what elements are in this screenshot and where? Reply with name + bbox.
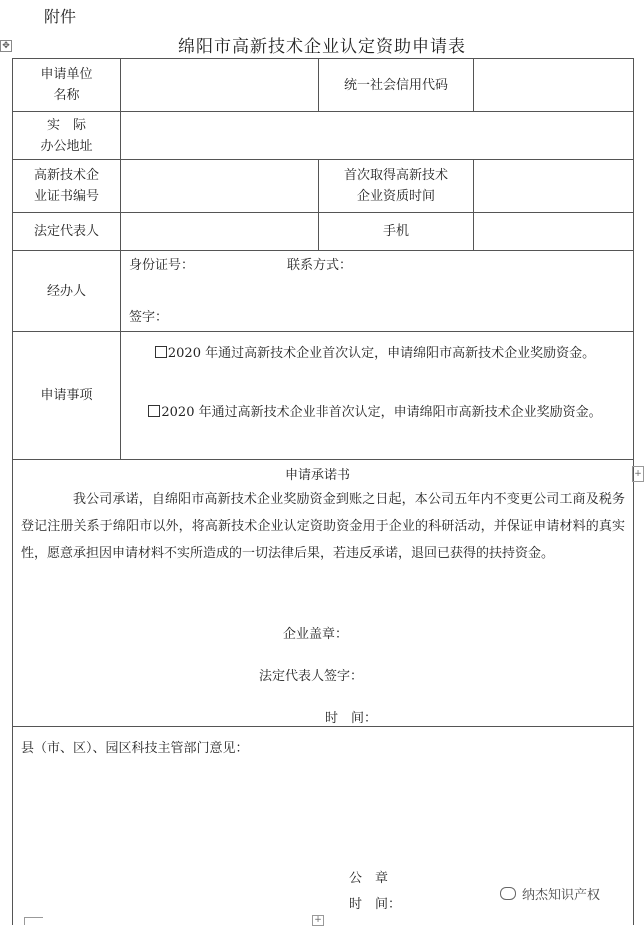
table-row-matter xyxy=(13,332,633,460)
matter-label: 申请事项 xyxy=(13,332,121,459)
attachment-label: 附件 xyxy=(44,7,77,26)
pledge-time-label: 时 间： xyxy=(325,711,378,726)
contact-label: 联系方式： xyxy=(287,258,353,273)
pledge-heading: 申请承诺书 xyxy=(285,468,351,483)
phone-label: 手机 xyxy=(319,213,474,250)
opinion-label: 县（市、区）、园区科技主管部门意见： xyxy=(21,741,249,756)
office-address-label: 实 际 办公地址 xyxy=(13,112,121,159)
page-title: 绵阳市高新技术企业认定资助申请表 xyxy=(178,37,466,57)
office-address-field[interactable] xyxy=(121,112,633,159)
insert-column-icon[interactable]: + xyxy=(312,915,324,926)
table-row-legal-rep xyxy=(13,213,633,251)
phone-field[interactable] xyxy=(474,213,633,250)
legal-rep-field[interactable] xyxy=(121,213,319,250)
cert-number-field[interactable] xyxy=(121,160,319,212)
handler-signature-label: 签字： xyxy=(129,310,169,325)
handler-label: 经办人 xyxy=(13,251,121,331)
table-row-handler xyxy=(13,251,633,332)
first-qualification-time-field[interactable] xyxy=(474,160,633,212)
official-seal-label: 公 章 xyxy=(349,871,389,886)
table-row-pledge xyxy=(13,460,633,727)
credit-code-field[interactable] xyxy=(474,59,633,111)
enterprise-seal-label: 企业盖章： xyxy=(283,627,349,642)
applicant-name-field[interactable] xyxy=(121,59,319,111)
watermark: 纳杰知识产权 xyxy=(500,884,600,903)
checkbox-non-first-recognition[interactable] xyxy=(148,405,160,417)
applicant-name-label: 申请单位名称 xyxy=(13,59,121,111)
application-form-table xyxy=(12,58,634,925)
row-resize-icon[interactable]: + xyxy=(632,466,644,482)
matter-options xyxy=(121,332,633,459)
table-row-address xyxy=(13,112,633,160)
legal-rep-signature-label: 法定代表人签字： xyxy=(259,669,364,684)
option-non-first-recognition[interactable]: 2020 年通过高新技术企业非首次认定，申请绵阳市高新技术企业奖励资金。 xyxy=(131,398,619,428)
table-row-certificate xyxy=(13,160,633,213)
wechat-icon xyxy=(500,887,516,900)
handler-field[interactable] xyxy=(121,251,633,331)
table-row-applicant xyxy=(13,59,633,112)
option-first-recognition[interactable]: 2020 年通过高新技术企业首次认定，申请绵阳市高新技术企业奖励资金。 xyxy=(131,339,619,369)
legal-rep-label: 法定代表人 xyxy=(13,213,121,250)
credit-code-label: 统一社会信用代码 xyxy=(319,59,474,111)
opinion-time-label: 时 间： xyxy=(349,897,402,912)
checkbox-first-recognition[interactable] xyxy=(155,346,167,358)
cert-number-label: 高新技术企 业证书编号 xyxy=(13,160,121,212)
id-number-label: 身份证号： xyxy=(129,258,195,273)
table-move-handle-icon[interactable]: ✥ xyxy=(0,40,12,52)
pledge-body: 我公司承诺，自绵阳市高新技术企业奖励资金到账之日起，本公司五年内不变更公司工商及税务登记注册关系于绵阳市以外，将高新技术企业认定资助资金用于企业的科研活动，并保证申请材料的真实性，愿意承担因申请材料不实所造成的一切法律后果，若违反承诺，退回已获得的扶持资金。 xyxy=(21,492,625,561)
first-qualification-time-label: 首次取得高新技术 企业资质时间 xyxy=(319,160,474,212)
